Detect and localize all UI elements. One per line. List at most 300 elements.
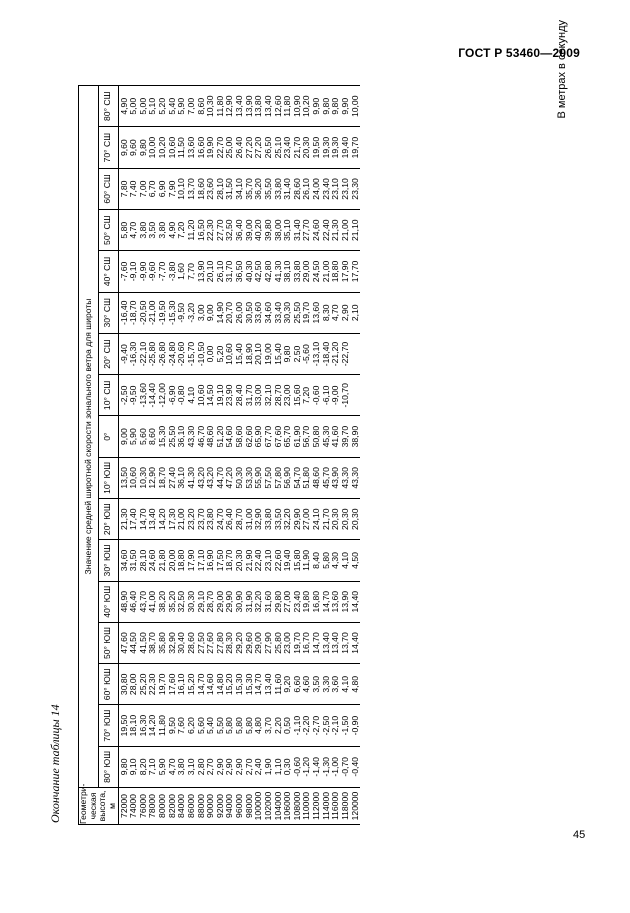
wind-speed-value: 32,50 xyxy=(176,590,187,613)
wind-speed-value: 41,00 xyxy=(147,590,158,613)
wind-speed-value: 16,90 xyxy=(205,549,216,572)
wind-speed-value: 23,80 xyxy=(205,508,216,530)
height-column-header xyxy=(78,783,119,825)
wind-speed-value: 33,60 xyxy=(253,302,264,324)
wind-speed-value: 25,80 xyxy=(272,632,283,654)
wind-speed-value: 46,40 xyxy=(128,590,139,613)
wind-speed-value: 43,70 xyxy=(137,590,148,613)
wind-speed-value: 11,50 xyxy=(176,137,187,159)
wind-speed-value: 5,50 xyxy=(214,717,225,734)
wind-speed-value: 19,80 xyxy=(301,590,312,613)
wind-speed-value: 23,40 xyxy=(282,136,293,159)
wind-speed-value: -15,30 xyxy=(166,300,177,325)
wind-speed-value: 67,60 xyxy=(272,425,283,448)
wind-speed-value: 32,90 xyxy=(166,632,177,654)
wind-speed-value: 11,20 xyxy=(185,219,196,241)
wind-speed-value: 14,70 xyxy=(195,673,206,696)
wind-speed-value: 14,70 xyxy=(320,590,331,613)
wind-speed-value: 5,80 xyxy=(320,552,331,569)
wind-speed-value: 10,00 xyxy=(147,136,158,159)
wind-speed-value: 56,70 xyxy=(301,425,312,448)
wind-speed-value: 14,50 xyxy=(205,384,216,407)
wind-speed-value: 38,10 xyxy=(282,260,293,283)
wind-speed-value: 23,90 xyxy=(224,384,235,407)
wind-speed-value: -19,50 xyxy=(157,300,167,325)
wind-speed-value: -16,30 xyxy=(128,341,139,367)
wind-speed-value: 5,80 xyxy=(243,717,254,734)
height-value: 104000 xyxy=(272,791,283,821)
height-value: 96000 xyxy=(234,794,244,818)
wind-speed-value: 16,10 xyxy=(176,673,187,696)
wind-speed-value: 3,60 xyxy=(330,675,341,693)
wind-speed-value: 0,00 xyxy=(205,345,216,363)
wind-speed-value: 7,40 xyxy=(128,180,139,198)
wind-speed-value: 5,60 xyxy=(137,428,148,445)
wind-speed-value: -21,00 xyxy=(147,300,158,325)
wind-speed-value: 31,70 xyxy=(224,260,235,283)
wind-speed-value: 35,70 xyxy=(243,178,254,200)
wind-speed-value: 3,50 xyxy=(311,675,321,693)
wind-speed-value: -18,40 xyxy=(320,341,331,367)
wind-speed-value: -9,40 xyxy=(118,344,129,364)
wind-speed-value: 51,80 xyxy=(301,467,312,489)
wind-speed-value: 5,80 xyxy=(224,717,235,734)
wind-speed-value: 23,30 xyxy=(349,178,360,200)
wind-speed-value: 43,20 xyxy=(195,467,206,489)
latitude-values-cell xyxy=(118,127,360,168)
wind-speed-value: 58,60 xyxy=(234,425,244,448)
wind-speed-value: 6,20 xyxy=(185,717,196,734)
wind-speed-value: -1,50 xyxy=(339,715,350,736)
wind-speed-value: 11,80 xyxy=(282,95,293,117)
wind-speed-value: 31,00 xyxy=(243,508,254,530)
wind-speed-value: 28,10 xyxy=(214,178,225,200)
wind-speed-value: 2,40 xyxy=(253,758,264,776)
latitude-values-cell xyxy=(118,622,360,663)
wind-speed-value: 27,00 xyxy=(282,590,293,613)
latitude-column-header: 70° СШ xyxy=(98,127,118,168)
wind-speed-value: 16,80 xyxy=(311,590,321,613)
latitude-column-header: 20° ЮШ xyxy=(98,499,118,540)
wind-speed-value: 20,30 xyxy=(234,549,244,572)
wind-speed-value: 25,50 xyxy=(291,302,302,324)
wind-speed-value: -2,70 xyxy=(311,715,321,736)
wind-speed-value: 10,10 xyxy=(176,178,187,200)
wind-speed-value: 32,20 xyxy=(253,590,264,613)
wind-speed-value: 26,40 xyxy=(224,508,235,530)
wind-speed-value: 19,70 xyxy=(291,632,302,654)
wind-speed-value: 4,90 xyxy=(118,97,129,115)
wind-speed-value: 31,40 xyxy=(282,178,293,200)
wind-speed-value: 1,10 xyxy=(272,758,283,776)
wind-speed-value: 38,20 xyxy=(157,590,167,613)
wind-speed-value: -6,10 xyxy=(320,385,331,406)
latitude-column-header: 0° xyxy=(98,416,118,457)
wind-speed-value: 19,70 xyxy=(157,673,167,696)
height-value: 76000 xyxy=(137,794,148,818)
wind-speed-value: -1,20 xyxy=(301,757,312,777)
wind-speed-value: 26,00 xyxy=(234,302,244,324)
standard-header: ГОСТ Р 53460—2009 xyxy=(458,46,580,60)
wind-speed-value: 15,40 xyxy=(234,343,244,365)
latitude-values-cell xyxy=(118,168,360,209)
wind-speed-value: -13,60 xyxy=(137,383,148,408)
wind-speed-value: 67,70 xyxy=(262,425,273,448)
wind-speed-value: 21,00 xyxy=(320,260,331,283)
wind-speed-table xyxy=(78,85,360,825)
wind-speed-value: 20,30 xyxy=(349,508,360,530)
wind-speed-value: 5,90 xyxy=(176,97,187,115)
wind-speed-value: 14,80 xyxy=(214,673,225,696)
wind-speed-value: 13,40 xyxy=(147,508,158,530)
wind-speed-value: 14,20 xyxy=(147,714,158,737)
wind-speed-value: 65,90 xyxy=(253,425,264,448)
latitude-values-cell xyxy=(118,210,360,251)
wind-speed-value: 1,90 xyxy=(262,758,273,776)
wind-speed-value: -22,70 xyxy=(339,341,350,367)
wind-speed-value: 10,60 xyxy=(224,343,235,365)
wind-speed-value: 57,50 xyxy=(262,467,273,489)
wind-speed-value: 17,30 xyxy=(166,508,177,530)
latitude-column-header: 80° ЮШ xyxy=(98,746,118,787)
wind-speed-value: 19,10 xyxy=(214,384,225,407)
wind-speed-value: 11,80 xyxy=(157,715,167,737)
wind-speed-value: 17,90 xyxy=(339,260,350,283)
wind-speed-value: 21,90 xyxy=(243,549,254,572)
wind-speed-value: 29,90 xyxy=(291,508,302,530)
height-value: 120000 xyxy=(349,791,360,821)
wind-speed-value: 15,40 xyxy=(272,343,283,365)
wind-speed-value: 22,40 xyxy=(320,219,331,241)
wind-speed-value: 13,40 xyxy=(234,95,244,118)
wind-speed-value: 4,10 xyxy=(185,386,196,404)
wind-speed-value: 1,60 xyxy=(176,263,187,280)
latitude-column-header: 20° СШ xyxy=(98,333,118,374)
wind-speed-value: 23,10 xyxy=(330,178,341,200)
wind-speed-value: 19,70 xyxy=(301,302,312,324)
latitude-values-cell xyxy=(118,746,360,787)
wind-speed-value: 10,30 xyxy=(205,95,216,118)
wind-speed-value: -7,60 xyxy=(118,261,129,282)
wind-speed-value: 39,70 xyxy=(339,425,350,448)
wind-speed-value: 13,40 xyxy=(262,673,273,696)
wind-speed-value: 48,60 xyxy=(205,425,216,448)
wind-speed-value: -18,70 xyxy=(128,300,139,325)
wind-speed-value: 9,80 xyxy=(330,97,341,115)
wind-speed-value: -20,50 xyxy=(137,300,148,325)
wind-speed-value: 17,50 xyxy=(214,549,225,572)
wind-speed-value: 15,30 xyxy=(234,673,244,696)
latitude-column-header: 70° ЮШ xyxy=(98,705,118,746)
wind-speed-value: 8,60 xyxy=(195,97,206,115)
wind-speed-value: 23,00 xyxy=(282,632,293,654)
latitude-column-header: 10° ЮШ xyxy=(98,457,118,498)
wind-speed-value: 0,30 xyxy=(282,758,293,776)
wind-speed-value: 9,80 xyxy=(118,758,129,776)
wind-speed-value: 9,50 xyxy=(166,717,177,734)
wind-speed-value: 15,60 xyxy=(291,384,302,407)
wind-speed-value: 43,30 xyxy=(339,467,350,489)
wind-speed-value: 21,80 xyxy=(157,549,167,572)
wind-speed-value: 0,50 xyxy=(282,717,293,734)
wind-speed-value: -2,20 xyxy=(301,715,312,736)
wind-speed-value: 23,60 xyxy=(205,178,216,200)
wind-speed-value: 14,70 xyxy=(311,632,321,654)
latitude-values-cell xyxy=(118,499,360,540)
wind-speed-value: 33,80 xyxy=(291,260,302,283)
latitude-column-header: 30° ЮШ xyxy=(98,540,118,581)
wind-speed-value: 18,80 xyxy=(176,549,187,572)
wind-speed-value: 18,90 xyxy=(243,343,254,365)
wind-speed-value: 5,20 xyxy=(214,345,225,363)
wind-speed-value: 28,70 xyxy=(205,590,216,613)
wind-speed-value: 7,00 xyxy=(185,97,196,115)
wind-speed-value: -0,70 xyxy=(339,757,350,777)
wind-speed-value: 18,60 xyxy=(195,178,206,200)
wind-speed-value: 17,60 xyxy=(166,673,177,696)
wind-speed-value: 10,60 xyxy=(128,467,139,489)
wind-speed-value: 9,80 xyxy=(137,139,148,157)
wind-speed-value: 9,60 xyxy=(128,139,139,157)
wind-speed-value: 14,70 xyxy=(253,673,264,696)
wind-speed-value: 35,50 xyxy=(262,178,273,200)
wind-speed-value: 19,40 xyxy=(282,549,293,572)
wind-speed-value: 35,20 xyxy=(166,590,177,613)
wind-speed-value: 5,00 xyxy=(137,97,148,115)
wind-speed-value: 4,60 xyxy=(301,675,312,693)
wind-speed-value: 5,60 xyxy=(195,717,206,734)
wind-speed-value: 3,30 xyxy=(320,675,331,693)
wind-speed-value: -2,10 xyxy=(330,715,341,736)
wind-speed-value: 26,40 xyxy=(234,136,244,159)
wind-speed-value: 20,10 xyxy=(205,260,216,283)
height-value: 72000 xyxy=(118,794,129,818)
wind-speed-value: 12,60 xyxy=(272,95,283,118)
height-value: 112000 xyxy=(311,791,321,821)
wind-speed-value: 18,10 xyxy=(128,714,139,737)
wind-speed-value: 31,50 xyxy=(128,549,139,572)
wind-speed-value: 19,30 xyxy=(320,136,331,159)
wind-speed-value: -1,40 xyxy=(311,757,321,777)
wind-speed-value: 19,40 xyxy=(339,136,350,159)
wind-speed-value: 27,00 xyxy=(301,508,312,530)
wind-speed-value: -15,70 xyxy=(185,341,196,367)
wind-speed-value: 9,20 xyxy=(282,675,293,693)
wind-speed-value: -9,90 xyxy=(137,261,148,282)
wind-speed-value: 5,10 xyxy=(147,97,158,115)
wind-speed-value: 48,90 xyxy=(118,590,129,613)
wind-speed-value: 36,10 xyxy=(176,425,187,448)
wind-speed-value: 51,20 xyxy=(214,425,225,448)
wind-speed-value: 21,00 xyxy=(339,219,350,241)
wind-speed-value: 21,10 xyxy=(349,219,360,241)
wind-speed-value: 50,30 xyxy=(234,467,244,489)
latitude-column-header: 60° СШ xyxy=(98,168,118,209)
wind-speed-value: 7,80 xyxy=(118,180,129,198)
wind-speed-value: 38,70 xyxy=(147,632,158,654)
wind-speed-value: 5,40 xyxy=(166,97,177,115)
wind-speed-value: 21,30 xyxy=(118,508,129,530)
wind-speed-value: 5,40 xyxy=(205,717,216,734)
latitude-values-cell xyxy=(118,292,360,333)
wind-speed-value: 27,80 xyxy=(214,632,225,654)
wind-speed-value: 13,90 xyxy=(195,260,206,283)
wind-speed-value: 14,40 xyxy=(349,590,360,613)
wind-speed-value: 21,70 xyxy=(291,136,302,159)
wind-speed-value: 25,00 xyxy=(224,136,235,159)
wind-speed-value: 3,80 xyxy=(176,758,187,776)
wind-speed-value: 28,60 xyxy=(291,178,302,200)
wind-speed-value: 20,00 xyxy=(166,549,177,572)
wind-speed-value: 17,40 xyxy=(128,508,139,530)
wind-speed-value: 41,30 xyxy=(185,467,196,489)
wind-speed-value: 11,60 xyxy=(272,673,283,695)
height-value: 110000 xyxy=(301,791,312,821)
wind-speed-value: 9,80 xyxy=(282,345,293,363)
wind-speed-value: 11,80 xyxy=(214,95,225,117)
wind-speed-value: -2,50 xyxy=(320,715,331,736)
wind-speed-value: 43,20 xyxy=(205,467,216,489)
wind-speed-value: 26,10 xyxy=(301,178,312,200)
wind-speed-value: 28,40 xyxy=(234,384,244,407)
wind-speed-value: 5,90 xyxy=(128,428,139,445)
wind-speed-value: 2,80 xyxy=(195,758,206,776)
wind-speed-value: 4,90 xyxy=(166,221,177,239)
wind-speed-value: 36,50 xyxy=(234,260,244,283)
wind-speed-value: 38,00 xyxy=(272,219,283,241)
latitude-values-cell xyxy=(118,333,360,374)
wind-speed-value: 34,60 xyxy=(262,302,273,324)
wind-speed-value: 41,50 xyxy=(137,632,148,654)
latitude-values-cell xyxy=(118,705,360,746)
wind-speed-value: 44,50 xyxy=(128,632,139,654)
wind-speed-value: 47,60 xyxy=(118,632,129,654)
wind-speed-value: 30,80 xyxy=(118,673,129,696)
wind-speed-value: 35,10 xyxy=(282,219,293,241)
wind-speed-value: 33,80 xyxy=(262,508,273,530)
wind-speed-value: 14,70 xyxy=(137,508,148,530)
wind-speed-value: 13,90 xyxy=(243,95,254,118)
wind-speed-value: 2,90 xyxy=(339,304,350,322)
height-value: 108000 xyxy=(291,791,302,821)
wind-speed-value: -0,40 xyxy=(349,757,360,777)
wind-speed-value: 25,50 xyxy=(166,425,177,448)
wind-speed-value: 17,70 xyxy=(349,260,360,283)
wind-speed-value: 13,40 xyxy=(320,632,331,654)
height-value: 78000 xyxy=(147,794,158,818)
wind-speed-value: 7,20 xyxy=(176,221,187,239)
wind-speed-value: 33,00 xyxy=(253,384,264,407)
wind-speed-value: 15,20 xyxy=(224,673,235,696)
wind-speed-value: -0,90 xyxy=(349,715,360,736)
height-value: 90000 xyxy=(205,794,216,818)
wind-speed-value: -16,40 xyxy=(118,300,129,325)
wind-speed-value: 24,60 xyxy=(311,219,321,241)
wind-speed-value: -3,20 xyxy=(185,302,196,323)
wind-speed-value: 54,60 xyxy=(224,425,235,448)
wind-speed-value: 15,80 xyxy=(291,549,302,572)
wind-speed-value: 29,90 xyxy=(224,590,235,613)
wind-speed-value: 4,30 xyxy=(330,552,341,569)
wind-speed-value: 27,70 xyxy=(214,219,225,241)
wind-speed-value: 2,20 xyxy=(272,717,283,734)
wind-speed-value: 42,80 xyxy=(262,260,273,283)
wind-speed-value: 2,50 xyxy=(291,345,302,363)
wind-speed-value: 2,90 xyxy=(224,758,235,776)
wind-speed-value: 24,10 xyxy=(311,508,321,530)
wind-speed-value: 24,70 xyxy=(214,508,225,530)
latitude-values-cell xyxy=(118,581,360,622)
wind-speed-value: 4,70 xyxy=(330,304,341,322)
wind-speed-value: 22,30 xyxy=(205,219,216,241)
wind-speed-value: 15,20 xyxy=(185,673,196,696)
wind-speed-value: 38,90 xyxy=(349,425,360,448)
wind-speed-value: 20,10 xyxy=(253,343,264,365)
wind-speed-value: 8,30 xyxy=(320,304,331,322)
wind-speed-value: 47,20 xyxy=(224,467,235,489)
wind-speed-value: 16,60 xyxy=(195,136,206,159)
wind-speed-value: 3,80 xyxy=(137,221,148,239)
wind-speed-value: 18,70 xyxy=(224,549,235,572)
wind-speed-value: 6,90 xyxy=(157,180,167,198)
wind-speed-value: 14,60 xyxy=(205,673,216,696)
wind-speed-value: 9,00 xyxy=(205,304,216,322)
latitude-column-header: 50° ЮШ xyxy=(98,622,118,663)
wind-speed-value: 15,30 xyxy=(157,425,167,448)
wind-speed-value: 31,60 xyxy=(262,590,273,613)
table-body-row xyxy=(118,86,360,825)
wind-speed-value: -9,10 xyxy=(128,261,139,282)
height-values-cell xyxy=(118,788,360,825)
latitude-column-headers xyxy=(98,86,118,825)
wind-speed-value: 22,70 xyxy=(214,136,225,159)
wind-speed-value: 65,70 xyxy=(282,425,293,448)
wind-speed-value: 29,80 xyxy=(272,590,283,613)
wind-speed-value: -3,80 xyxy=(166,261,177,282)
wind-speed-value: 12,90 xyxy=(147,467,158,489)
wind-speed-value: -10,70 xyxy=(339,383,350,408)
wind-speed-value: 8,40 xyxy=(311,552,321,569)
wind-speed-value: -24,80 xyxy=(166,341,177,367)
wind-speed-value: 45,30 xyxy=(320,425,331,448)
wind-speed-value: 2,10 xyxy=(349,304,360,322)
wind-speed-value: 3,00 xyxy=(195,304,206,322)
wind-speed-value: 30,30 xyxy=(282,302,293,324)
wind-speed-value: 33,80 xyxy=(272,178,283,200)
wind-speed-value: 50,80 xyxy=(311,425,321,448)
height-value: 116000 xyxy=(330,791,341,821)
page-number: 45 xyxy=(573,829,586,841)
wind-speed-value: -0,80 xyxy=(176,385,187,406)
height-value: 106000 xyxy=(282,791,293,821)
wind-speed-value: 4,10 xyxy=(339,675,350,693)
wind-speed-value: 53,30 xyxy=(243,467,254,489)
wind-speed-value: 23,40 xyxy=(291,590,302,613)
latitude-values-cell xyxy=(118,540,360,581)
latitude-group-header: Значение средней широтной скорости зонального ветра для широты xyxy=(79,86,99,788)
wind-speed-value: 43,30 xyxy=(185,425,196,448)
wind-speed-value: 23,00 xyxy=(282,384,293,407)
wind-speed-value: 54,70 xyxy=(291,467,302,489)
wind-speed-value: 45,70 xyxy=(320,467,331,489)
wind-speed-value: 7,10 xyxy=(147,758,158,776)
wind-speed-value: 30,90 xyxy=(234,590,244,613)
wind-speed-value: 22,40 xyxy=(253,549,264,572)
wind-speed-value: 10,60 xyxy=(166,136,177,159)
wind-speed-value: 10,00 xyxy=(349,95,360,118)
wind-speed-value: -1,30 xyxy=(320,757,331,777)
wind-speed-value: 32,50 xyxy=(224,219,235,241)
